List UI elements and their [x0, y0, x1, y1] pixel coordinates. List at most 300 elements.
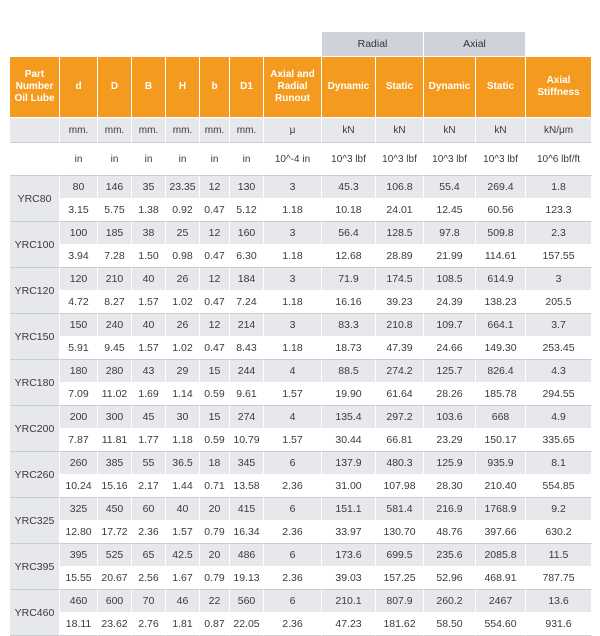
metric-value-cell: 6	[264, 498, 322, 521]
imperial-value-cell: 24.01	[376, 199, 424, 222]
metric-value-cell: 13.6	[526, 590, 592, 613]
imperial-unit: 10^3 lbf	[424, 143, 476, 176]
metric-value-cell: 11.5	[526, 544, 592, 567]
part-number-cell: YRC260	[10, 452, 60, 498]
metric-value-cell: 180	[60, 360, 98, 383]
column-header: Axial Stiffness	[526, 57, 592, 117]
imperial-value-cell: 0.71	[200, 475, 230, 498]
metric-unit: kN/μm	[526, 117, 592, 143]
imperial-unit: 10^6 lbf/ft	[526, 143, 592, 176]
metric-value-cell: 3	[526, 268, 592, 291]
imperial-value-cell: 7.28	[98, 245, 132, 268]
imperial-unit: in	[200, 143, 230, 176]
metric-value-cell: 509.8	[476, 222, 526, 245]
imperial-value-cell: 335.65	[526, 429, 592, 452]
metric-value-cell: 4.3	[526, 360, 592, 383]
table-row-imperial	[10, 567, 592, 590]
imperial-value-cell: 1.67	[166, 567, 200, 590]
metric-value-cell: 43	[132, 360, 166, 383]
part-number-cell: YRC395	[10, 544, 60, 590]
metric-value-cell: 345	[230, 452, 264, 475]
metric-unit: mm.	[132, 117, 166, 143]
group-header-blank-end	[526, 32, 592, 57]
imperial-value-cell: 5.91	[60, 337, 98, 360]
metric-value-cell: 135.4	[322, 406, 376, 429]
table-row-metric	[10, 360, 592, 383]
metric-value-cell: 15	[200, 406, 230, 429]
imperial-value-cell: 11.81	[98, 429, 132, 452]
imperial-value-cell: 33.97	[322, 521, 376, 544]
metric-value-cell: 274.2	[376, 360, 424, 383]
metric-value-cell: 210.8	[376, 314, 424, 337]
table-row-imperial	[10, 337, 592, 360]
imperial-value-cell: 114.61	[476, 245, 526, 268]
imperial-value-cell: 1.77	[132, 429, 166, 452]
imperial-value-cell: 1.02	[166, 337, 200, 360]
imperial-value-cell: 1.18	[166, 429, 200, 452]
metric-value-cell: 2085.8	[476, 544, 526, 567]
imperial-value-cell: 2.36	[132, 521, 166, 544]
metric-value-cell: 26	[166, 268, 200, 291]
metric-value-cell: 15	[200, 360, 230, 383]
imperial-units-row	[10, 143, 592, 176]
column-header: d	[60, 57, 98, 117]
imperial-value-cell: 2.36	[264, 475, 322, 498]
column-header: D1	[230, 57, 264, 117]
metric-value-cell: 3	[264, 268, 322, 291]
imperial-value-cell: 205.5	[526, 291, 592, 314]
table-row-imperial	[10, 383, 592, 406]
imperial-value-cell: 0.47	[200, 245, 230, 268]
metric-value-cell: 525	[98, 544, 132, 567]
imperial-value-cell: 1.57	[264, 429, 322, 452]
imperial-unit: 10^3 lbf	[376, 143, 424, 176]
metric-value-cell: 42.5	[166, 544, 200, 567]
imperial-value-cell: 58.50	[424, 613, 476, 636]
metric-value-cell: 614.9	[476, 268, 526, 291]
bearing-spec-table-container	[10, 32, 592, 636]
metric-value-cell: 385	[98, 452, 132, 475]
imperial-value-cell: 1.02	[166, 291, 200, 314]
metric-unit: kN	[476, 117, 526, 143]
column-header: b	[200, 57, 230, 117]
group-header-row	[10, 32, 592, 57]
metric-unit: kN	[322, 117, 376, 143]
imperial-value-cell: 28.26	[424, 383, 476, 406]
column-header-row	[10, 57, 592, 117]
imperial-unit: in	[230, 143, 264, 176]
imperial-value-cell: 1.18	[264, 337, 322, 360]
imperial-value-cell: 7.24	[230, 291, 264, 314]
imperial-value-cell: 210.40	[476, 475, 526, 498]
imperial-value-cell: 48.76	[424, 521, 476, 544]
imperial-value-cell: 1.57	[132, 291, 166, 314]
imperial-value-cell: 0.47	[200, 199, 230, 222]
table-row-metric	[10, 314, 592, 337]
metric-value-cell: 460	[60, 590, 98, 613]
metric-value-cell: 210.1	[322, 590, 376, 613]
metric-value-cell: 125.7	[424, 360, 476, 383]
metric-value-cell: 40	[132, 314, 166, 337]
imperial-value-cell: 31.00	[322, 475, 376, 498]
imperial-value-cell: 1.44	[166, 475, 200, 498]
imperial-value-cell: 1.14	[166, 383, 200, 406]
metric-value-cell: 260	[60, 452, 98, 475]
imperial-value-cell: 28.89	[376, 245, 424, 268]
metric-unit: mm.	[98, 117, 132, 143]
metric-value-cell: 807.9	[376, 590, 424, 613]
imperial-value-cell: 0.59	[200, 429, 230, 452]
metric-unit: kN	[424, 117, 476, 143]
metric-value-cell: 200	[60, 406, 98, 429]
metric-unit: μ	[264, 117, 322, 143]
imperial-value-cell: 47.23	[322, 613, 376, 636]
imperial-value-cell: 4.72	[60, 291, 98, 314]
metric-value-cell: 12	[200, 268, 230, 291]
radial-group-header: Radial	[322, 32, 424, 57]
part-number-cell: YRC120	[10, 268, 60, 314]
imperial-value-cell: 630.2	[526, 521, 592, 544]
table-row-imperial	[10, 429, 592, 452]
metric-value-cell: 486	[230, 544, 264, 567]
metric-value-cell: 3.7	[526, 314, 592, 337]
column-header: Dynamic	[322, 57, 376, 117]
imperial-value-cell: 2.36	[264, 613, 322, 636]
metric-value-cell: 174.5	[376, 268, 424, 291]
metric-value-cell: 18	[200, 452, 230, 475]
metric-value-cell: 3	[264, 222, 322, 245]
imperial-value-cell: 22.05	[230, 613, 264, 636]
metric-value-cell: 23.35	[166, 176, 200, 199]
imperial-value-cell: 13.58	[230, 475, 264, 498]
imperial-value-cell: 157.25	[376, 567, 424, 590]
imperial-value-cell: 2.17	[132, 475, 166, 498]
imperial-value-cell: 468.91	[476, 567, 526, 590]
metric-value-cell: 184	[230, 268, 264, 291]
metric-value-cell: 581.4	[376, 498, 424, 521]
imperial-value-cell: 21.99	[424, 245, 476, 268]
table-row-imperial	[10, 521, 592, 544]
table-row-imperial	[10, 291, 592, 314]
table-row-metric	[10, 268, 592, 291]
metric-value-cell: 120	[60, 268, 98, 291]
metric-value-cell: 151.1	[322, 498, 376, 521]
metric-value-cell: 12	[200, 222, 230, 245]
imperial-value-cell: 12.45	[424, 199, 476, 222]
imperial-unit: in	[60, 143, 98, 176]
imperial-unit: in	[98, 143, 132, 176]
imperial-value-cell: 150.17	[476, 429, 526, 452]
metric-value-cell: 325	[60, 498, 98, 521]
part-number-cell: YRC180	[10, 360, 60, 406]
metric-value-cell: 244	[230, 360, 264, 383]
metric-value-cell: 130	[230, 176, 264, 199]
metric-value-cell: 150	[60, 314, 98, 337]
metric-value-cell: 26	[166, 314, 200, 337]
column-header: Static	[476, 57, 526, 117]
metric-value-cell: 560	[230, 590, 264, 613]
imperial-value-cell: 20.67	[98, 567, 132, 590]
imperial-value-cell: 61.64	[376, 383, 424, 406]
metric-value-cell: 699.5	[376, 544, 424, 567]
imperial-value-cell: 18.11	[60, 613, 98, 636]
imperial-value-cell: 16.34	[230, 521, 264, 544]
imperial-value-cell: 23.29	[424, 429, 476, 452]
metric-value-cell: 97.8	[424, 222, 476, 245]
table-row-metric	[10, 222, 592, 245]
metric-value-cell: 103.6	[424, 406, 476, 429]
imperial-value-cell: 6.30	[230, 245, 264, 268]
imperial-value-cell: 9.45	[98, 337, 132, 360]
metric-value-cell: 480.3	[376, 452, 424, 475]
metric-value-cell: 40	[132, 268, 166, 291]
imperial-value-cell: 17.72	[98, 521, 132, 544]
imperial-value-cell: 60.56	[476, 199, 526, 222]
imperial-value-cell: 10.79	[230, 429, 264, 452]
imperial-value-cell: 397.66	[476, 521, 526, 544]
imperial-value-cell: 787.75	[526, 567, 592, 590]
column-header: Part Number Oil Lube	[10, 57, 60, 117]
metric-value-cell: 450	[98, 498, 132, 521]
table-row-imperial	[10, 199, 592, 222]
metric-value-cell: 185	[98, 222, 132, 245]
bearing-spec-table	[10, 32, 592, 636]
metric-unit: kN	[376, 117, 424, 143]
metric-value-cell: 45.3	[322, 176, 376, 199]
metric-value-cell: 40	[166, 498, 200, 521]
imperial-value-cell: 2.36	[264, 567, 322, 590]
part-number-cell: YRC100	[10, 222, 60, 268]
metric-value-cell: 2467	[476, 590, 526, 613]
metric-value-cell: 20	[200, 498, 230, 521]
metric-value-cell: 30	[166, 406, 200, 429]
imperial-value-cell: 24.66	[424, 337, 476, 360]
metric-value-cell: 55.4	[424, 176, 476, 199]
table-row-metric	[10, 498, 592, 521]
metric-value-cell: 100	[60, 222, 98, 245]
column-header: B	[132, 57, 166, 117]
imperial-value-cell: 11.02	[98, 383, 132, 406]
imperial-value-cell: 3.15	[60, 199, 98, 222]
metric-value-cell: 46	[166, 590, 200, 613]
metric-value-cell: 297.2	[376, 406, 424, 429]
part-number-cell: YRC460	[10, 590, 60, 636]
imperial-value-cell: 554.60	[476, 613, 526, 636]
imperial-value-cell: 10.18	[322, 199, 376, 222]
imperial-value-cell: 0.47	[200, 291, 230, 314]
imperial-value-cell: 138.23	[476, 291, 526, 314]
table-row-metric	[10, 176, 592, 199]
imperial-value-cell: 1.57	[166, 521, 200, 544]
imperial-value-cell: 0.47	[200, 337, 230, 360]
imperial-value-cell: 1.18	[264, 245, 322, 268]
imperial-unit: 10^3 lbf	[322, 143, 376, 176]
metric-value-cell: 4.9	[526, 406, 592, 429]
metric-value-cell: 826.4	[476, 360, 526, 383]
column-header: Dynamic	[424, 57, 476, 117]
table-body	[10, 176, 592, 636]
imperial-value-cell: 0.59	[200, 383, 230, 406]
units-spacer	[10, 143, 60, 176]
imperial-value-cell: 39.03	[322, 567, 376, 590]
metric-value-cell: 240	[98, 314, 132, 337]
part-number-cell: YRC200	[10, 406, 60, 452]
imperial-value-cell: 0.92	[166, 199, 200, 222]
column-header: D	[98, 57, 132, 117]
metric-value-cell: 29	[166, 360, 200, 383]
metric-value-cell: 45	[132, 406, 166, 429]
table-row-imperial	[10, 475, 592, 498]
part-number-cell: YRC80	[10, 176, 60, 222]
imperial-value-cell: 0.87	[200, 613, 230, 636]
metric-unit: mm.	[200, 117, 230, 143]
table-row-metric	[10, 452, 592, 475]
imperial-value-cell: 123.3	[526, 199, 592, 222]
metric-value-cell: 125.9	[424, 452, 476, 475]
metric-unit: mm.	[230, 117, 264, 143]
imperial-value-cell: 5.75	[98, 199, 132, 222]
metric-value-cell: 395	[60, 544, 98, 567]
imperial-value-cell: 9.61	[230, 383, 264, 406]
metric-value-cell: 274	[230, 406, 264, 429]
imperial-value-cell: 24.39	[424, 291, 476, 314]
metric-value-cell: 260.2	[424, 590, 476, 613]
metric-value-cell: 12	[200, 314, 230, 337]
imperial-value-cell: 19.13	[230, 567, 264, 590]
metric-value-cell: 146	[98, 176, 132, 199]
imperial-value-cell: 39.23	[376, 291, 424, 314]
metric-value-cell: 6	[264, 452, 322, 475]
imperial-unit: in	[132, 143, 166, 176]
metric-value-cell: 1768.9	[476, 498, 526, 521]
column-header: Axial and Radial Runout	[264, 57, 322, 117]
column-header: H	[166, 57, 200, 117]
metric-value-cell: 600	[98, 590, 132, 613]
metric-value-cell: 2.3	[526, 222, 592, 245]
metric-unit: mm.	[60, 117, 98, 143]
imperial-value-cell: 16.16	[322, 291, 376, 314]
imperial-value-cell: 1.18	[264, 199, 322, 222]
imperial-value-cell: 2.76	[132, 613, 166, 636]
imperial-value-cell: 12.68	[322, 245, 376, 268]
metric-value-cell: 3	[264, 314, 322, 337]
metric-value-cell: 3	[264, 176, 322, 199]
metric-value-cell: 106.8	[376, 176, 424, 199]
metric-value-cell: 71.9	[322, 268, 376, 291]
column-header: Static	[376, 57, 424, 117]
imperial-value-cell: 10.24	[60, 475, 98, 498]
metric-value-cell: 280	[98, 360, 132, 383]
imperial-value-cell: 47.39	[376, 337, 424, 360]
metric-value-cell: 216.9	[424, 498, 476, 521]
imperial-value-cell: 52.96	[424, 567, 476, 590]
metric-value-cell: 1.8	[526, 176, 592, 199]
metric-value-cell: 60	[132, 498, 166, 521]
imperial-value-cell: 107.98	[376, 475, 424, 498]
imperial-value-cell: 28.30	[424, 475, 476, 498]
imperial-value-cell: 149.30	[476, 337, 526, 360]
imperial-value-cell: 7.87	[60, 429, 98, 452]
metric-value-cell: 4	[264, 360, 322, 383]
metric-value-cell: 269.4	[476, 176, 526, 199]
metric-value-cell: 20	[200, 544, 230, 567]
imperial-value-cell: 12.80	[60, 521, 98, 544]
metric-value-cell: 25	[166, 222, 200, 245]
imperial-value-cell: 1.57	[264, 383, 322, 406]
metric-value-cell: 80	[60, 176, 98, 199]
metric-value-cell: 4	[264, 406, 322, 429]
imperial-value-cell: 3.94	[60, 245, 98, 268]
metric-value-cell: 6	[264, 590, 322, 613]
table-row-imperial	[10, 613, 592, 636]
imperial-value-cell: 1.69	[132, 383, 166, 406]
imperial-value-cell: 18.73	[322, 337, 376, 360]
imperial-value-cell: 181.62	[376, 613, 424, 636]
metric-value-cell: 22	[200, 590, 230, 613]
metric-value-cell: 70	[132, 590, 166, 613]
metric-value-cell: 55	[132, 452, 166, 475]
metric-value-cell: 173.6	[322, 544, 376, 567]
imperial-value-cell: 2.56	[132, 567, 166, 590]
imperial-value-cell: 15.55	[60, 567, 98, 590]
imperial-value-cell: 294.55	[526, 383, 592, 406]
metric-value-cell: 128.5	[376, 222, 424, 245]
imperial-value-cell: 0.79	[200, 567, 230, 590]
imperial-unit: in	[166, 143, 200, 176]
metric-value-cell: 109.7	[424, 314, 476, 337]
imperial-value-cell: 1.18	[264, 291, 322, 314]
metric-value-cell: 668	[476, 406, 526, 429]
imperial-unit: 10^-4 in	[264, 143, 322, 176]
part-number-cell: YRC325	[10, 498, 60, 544]
imperial-value-cell: 1.50	[132, 245, 166, 268]
imperial-value-cell: 1.38	[132, 199, 166, 222]
metric-value-cell: 300	[98, 406, 132, 429]
metric-value-cell: 235.6	[424, 544, 476, 567]
imperial-unit: 10^3 lbf	[476, 143, 526, 176]
metric-value-cell: 214	[230, 314, 264, 337]
metric-value-cell: 9.2	[526, 498, 592, 521]
imperial-value-cell: 130.70	[376, 521, 424, 544]
imperial-value-cell: 0.98	[166, 245, 200, 268]
imperial-value-cell: 5.12	[230, 199, 264, 222]
units-spacer	[10, 117, 60, 143]
metric-value-cell: 83.3	[322, 314, 376, 337]
imperial-value-cell: 23.62	[98, 613, 132, 636]
metric-value-cell: 160	[230, 222, 264, 245]
metric-units-row	[10, 117, 592, 143]
metric-value-cell: 12	[200, 176, 230, 199]
imperial-value-cell: 19.90	[322, 383, 376, 406]
imperial-value-cell: 66.81	[376, 429, 424, 452]
imperial-value-cell: 157.55	[526, 245, 592, 268]
imperial-value-cell: 1.57	[132, 337, 166, 360]
metric-value-cell: 88.5	[322, 360, 376, 383]
imperial-value-cell: 554.85	[526, 475, 592, 498]
metric-value-cell: 137.9	[322, 452, 376, 475]
metric-value-cell: 36.5	[166, 452, 200, 475]
metric-value-cell: 935.9	[476, 452, 526, 475]
imperial-value-cell: 8.43	[230, 337, 264, 360]
imperial-value-cell: 931.6	[526, 613, 592, 636]
imperial-value-cell: 1.81	[166, 613, 200, 636]
imperial-value-cell: 15.16	[98, 475, 132, 498]
imperial-value-cell: 253.45	[526, 337, 592, 360]
table-row-imperial	[10, 245, 592, 268]
part-number-cell: YRC150	[10, 314, 60, 360]
imperial-value-cell: 2.36	[264, 521, 322, 544]
metric-value-cell: 664.1	[476, 314, 526, 337]
